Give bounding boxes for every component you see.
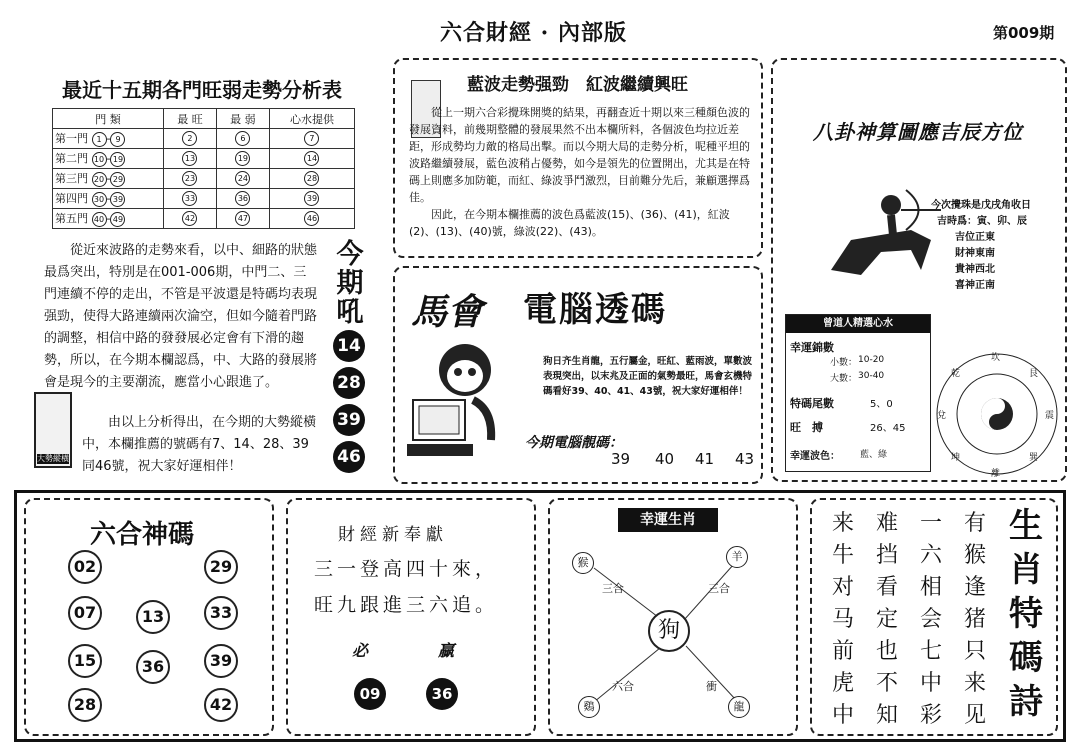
big-value: 30-40 [858,371,885,381]
strong-cell: 13 [182,151,197,166]
title-char: 生 [1009,506,1043,546]
wave-trend-box [393,58,763,258]
color-value: 藍、綠 [860,450,888,460]
computer-desc: 狗日齐生肖龍，五行屬金，旺紅、藍雨波，單數波表現突出，以末兆及正面的氣勢最旺，馬會玄機特碼看好39、40、41、43號，祝大家好運相伴！ [543,356,753,397]
trend-analysis-text [44,240,319,394]
gate-label: 第一門 [55,132,88,146]
weak-cell: 6 [235,131,250,146]
bagua-god-box [771,58,1067,482]
poem-number: 09 [354,678,386,710]
liuhe-number: 02 [68,550,102,584]
bagua-trigram: 離 [991,469,1001,479]
bagua-trigram: 坤 [951,453,961,463]
header-cell: 最 旺 [164,109,217,129]
special-poem-box [810,498,1058,736]
jinqi-number: 39 [333,404,365,436]
bagua-trigram: 震 [1045,411,1055,421]
weak-cell: 19 [235,151,250,166]
computer-title-left: 馬會 [411,291,484,333]
special-poem-column: 来牛对马前虎中 [832,511,855,728]
weak-cell: 24 [235,171,250,186]
tip-cell: 39 [304,191,319,206]
table-row: 第二門 10 - 19 13 19 14 [53,149,355,169]
god-day-text: 今次攪珠是戊戌角收日 [931,200,1031,211]
range-start: 20 [92,172,107,187]
range-start: 1 [92,132,107,147]
title-char: 詩 [1009,682,1043,722]
jinqi-label: 今期吼 [336,239,364,328]
liuhe-title: 六合神碼 [90,520,195,550]
header-cell: 心水提供 [269,109,354,129]
liuhe-box [24,498,274,736]
recommend-text [82,412,320,478]
zodiac-dragon: 龍 [728,696,750,718]
small-label: 小數： [830,358,858,368]
strong-cell: 42 [182,211,197,226]
title-char: 碼 [1009,638,1043,678]
range-start: 40 [92,212,107,227]
table-header-row [53,109,355,129]
wang-label: 旺 搏 [790,421,823,434]
lucky-title: 曾道人精選心水 [786,315,930,333]
weak-cell: 47 [235,211,250,226]
computer-number: 40 [655,450,675,468]
table-row: 第一門 1 - 9 2 6 7 [53,129,355,149]
title-char: 肖 [1009,550,1043,590]
bagua-trigram: 乾 [951,369,961,379]
god-times: 吉時爲：寅、卯、辰 [937,216,1027,227]
liuhe-number: 15 [68,644,102,678]
bagua-trigram: 艮 [1029,369,1039,379]
trend-paragraph: 從近來波路的走勢來看，以中、細路的狀態最爲突出，特別是在001-006期，中門二、三門連續不停的走出，不管是平波還是特碼均表現强勁，使得大路連續兩次淪空，但如今隨着門路的調整，相信中路的發發展必定會有下滑的趨勢，所以，在今期本欄認爲，中、大路的發展將會是現今的主要潮流，應當小心跟進了。 [44,243,318,390]
wave-box-body [409,104,751,240]
god-direction: 喜神正南 [955,280,995,291]
gate-label: 第三門 [55,172,88,186]
zodiac-sanhe-right: 三合 [708,582,730,595]
big-label: 大數： [830,374,858,384]
zodiac-sheep: 羊 [726,546,748,568]
computer-number: 43 [735,450,755,468]
jinqi-number: 46 [333,441,365,473]
liuhe-number: 42 [204,688,238,722]
range-start: 30 [92,192,107,207]
bagua-trigram: 巽 [1029,453,1039,463]
jinqi-number: 28 [333,367,365,399]
computer-title-right: 電腦透碼 [523,290,667,330]
gate-label: 第二門 [55,152,88,166]
small-value: 10-20 [858,355,885,365]
bagua-trigram: 坎 [991,353,1001,363]
zodiac-title: 幸運生肖 [618,508,718,532]
stamp-text: 大勢縱橫 [37,454,69,463]
header-title: 六合財經 · 內部版 [440,20,627,46]
special-poem-column: 难挡看定也不知 [876,511,899,728]
table-row: 第五門 40 - 49 42 47 46 [53,209,355,229]
header-cell: 門 類 [53,109,164,129]
tip-cell: 28 [304,171,319,186]
lucky-numbers-label: 幸運錦數 [790,341,834,354]
god-direction: 財神東南 [955,248,995,259]
liuhe-number: 29 [204,550,238,584]
computer-numbers-label: 今期電腦靚碼： [525,435,623,451]
computer-number: 39 [611,450,631,468]
zodiac-center: 狗 [648,610,690,652]
gates-table [52,108,355,229]
tip-cell: 7 [304,131,319,146]
god-direction: 吉位正東 [955,232,995,243]
bagua-trigram: 兌 [937,411,947,421]
strong-cell: 23 [182,171,197,186]
special-poem-column: 有猴逢猪只来见 [964,511,987,728]
weak-cell: 36 [235,191,250,206]
poem-line: 三一登高四十來， [314,558,499,580]
poem-title: 財經新奉獻 [338,525,448,545]
poem-bi: 必 [352,641,369,660]
zodiac-liuhe: 六合 [612,680,634,693]
table-row: 第四門 30 - 39 33 36 39 [53,189,355,209]
tail-label: 特碼尾數 [790,397,834,410]
special-poem-title [1002,504,1050,724]
computer-number: 41 [695,450,715,468]
zodiac-chong: 衝 [706,680,717,693]
gate-label: 第五門 [55,212,88,226]
bagua-title: 八卦神算圖應吉辰方位 [813,120,1023,144]
zodiac-monkey: 猴 [572,552,594,574]
title-char: 特 [1009,594,1043,634]
cartoon-computer-icon [403,340,523,470]
color-label: 幸運波色： [790,451,840,462]
poem-ying: 贏 [438,641,455,660]
header-cell: 最 弱 [216,109,269,129]
gates-table-title: 最近十五期各門旺弱走勢分析表 [62,78,342,102]
poem-number: 36 [426,678,458,710]
special-poem-column: 一六相会七中彩 [920,511,943,728]
issue-number: 第009期 [993,24,1055,42]
range-end: 29 [110,172,125,187]
tip-cell: 46 [304,211,319,226]
computer-code-box [393,266,763,484]
poem-line: 旺九跟進三六追。 [314,594,499,616]
wave-paragraph: 從上一期六合彩攪珠開獎的結果，再翻查近十期以來三種顏色波的發展資料，前幾期整體的發展果然不出本欄所料，各個波色均拉近差距，形成勢均力敵的格局出擊。而以今期大局的走勢分析，呢種平坦的波路繼續發展，藍色波稍占優勢，如今是領先的位置開出，尤其是在特碼上則應多加防範，而紅、綠波爭鬥激烈，目前難分先后，兼顧選擇爲佳。 [409,106,750,204]
zodiac-sanhe-left: 三合 [602,582,624,595]
lucky-subbox [785,314,931,472]
liuhe-number: 07 [68,596,102,630]
tail-value: 5、0 [870,399,893,410]
liuhe-number: 39 [204,644,238,678]
strong-cell: 33 [182,191,197,206]
liuhe-number: 36 [136,650,170,684]
range-end: 19 [110,152,125,167]
wave-recommend: 因此，在今期本欄推薦的波色爲藍波(15)、(36)、(41)，紅波(2)、(13)、(40)號，綠波(22)、(43)。 [409,208,730,238]
range-start: 10 [92,152,107,167]
gate-label: 第四門 [55,192,88,206]
strong-cell: 2 [182,131,197,146]
jinqi-number: 14 [333,330,365,362]
range-end: 9 [110,132,125,147]
zodiac-rooster: 鷄 [578,696,600,718]
stamp-image [34,392,72,468]
wang-value: 26、45 [870,423,906,434]
tip-cell: 14 [304,151,319,166]
table-row: 第三門 20 - 29 23 24 28 [53,169,355,189]
wave-box-title: 藍波走勢强勁 紅波繼續興旺 [467,75,688,95]
recommend-paragraph: 由以上分析得出，在今期的大勢縱橫中，本欄推薦的號碼有7、14、28、39同46號，祝大家好運相伴！ [82,415,317,474]
liuhe-number: 33 [204,596,238,630]
range-end: 49 [110,212,125,227]
range-end: 39 [110,192,125,207]
liuhe-number: 13 [136,600,170,634]
zodiac-box [548,498,798,736]
poem-box [286,498,536,736]
god-direction: 貴神西北 [955,264,995,275]
liuhe-number: 28 [68,688,102,722]
